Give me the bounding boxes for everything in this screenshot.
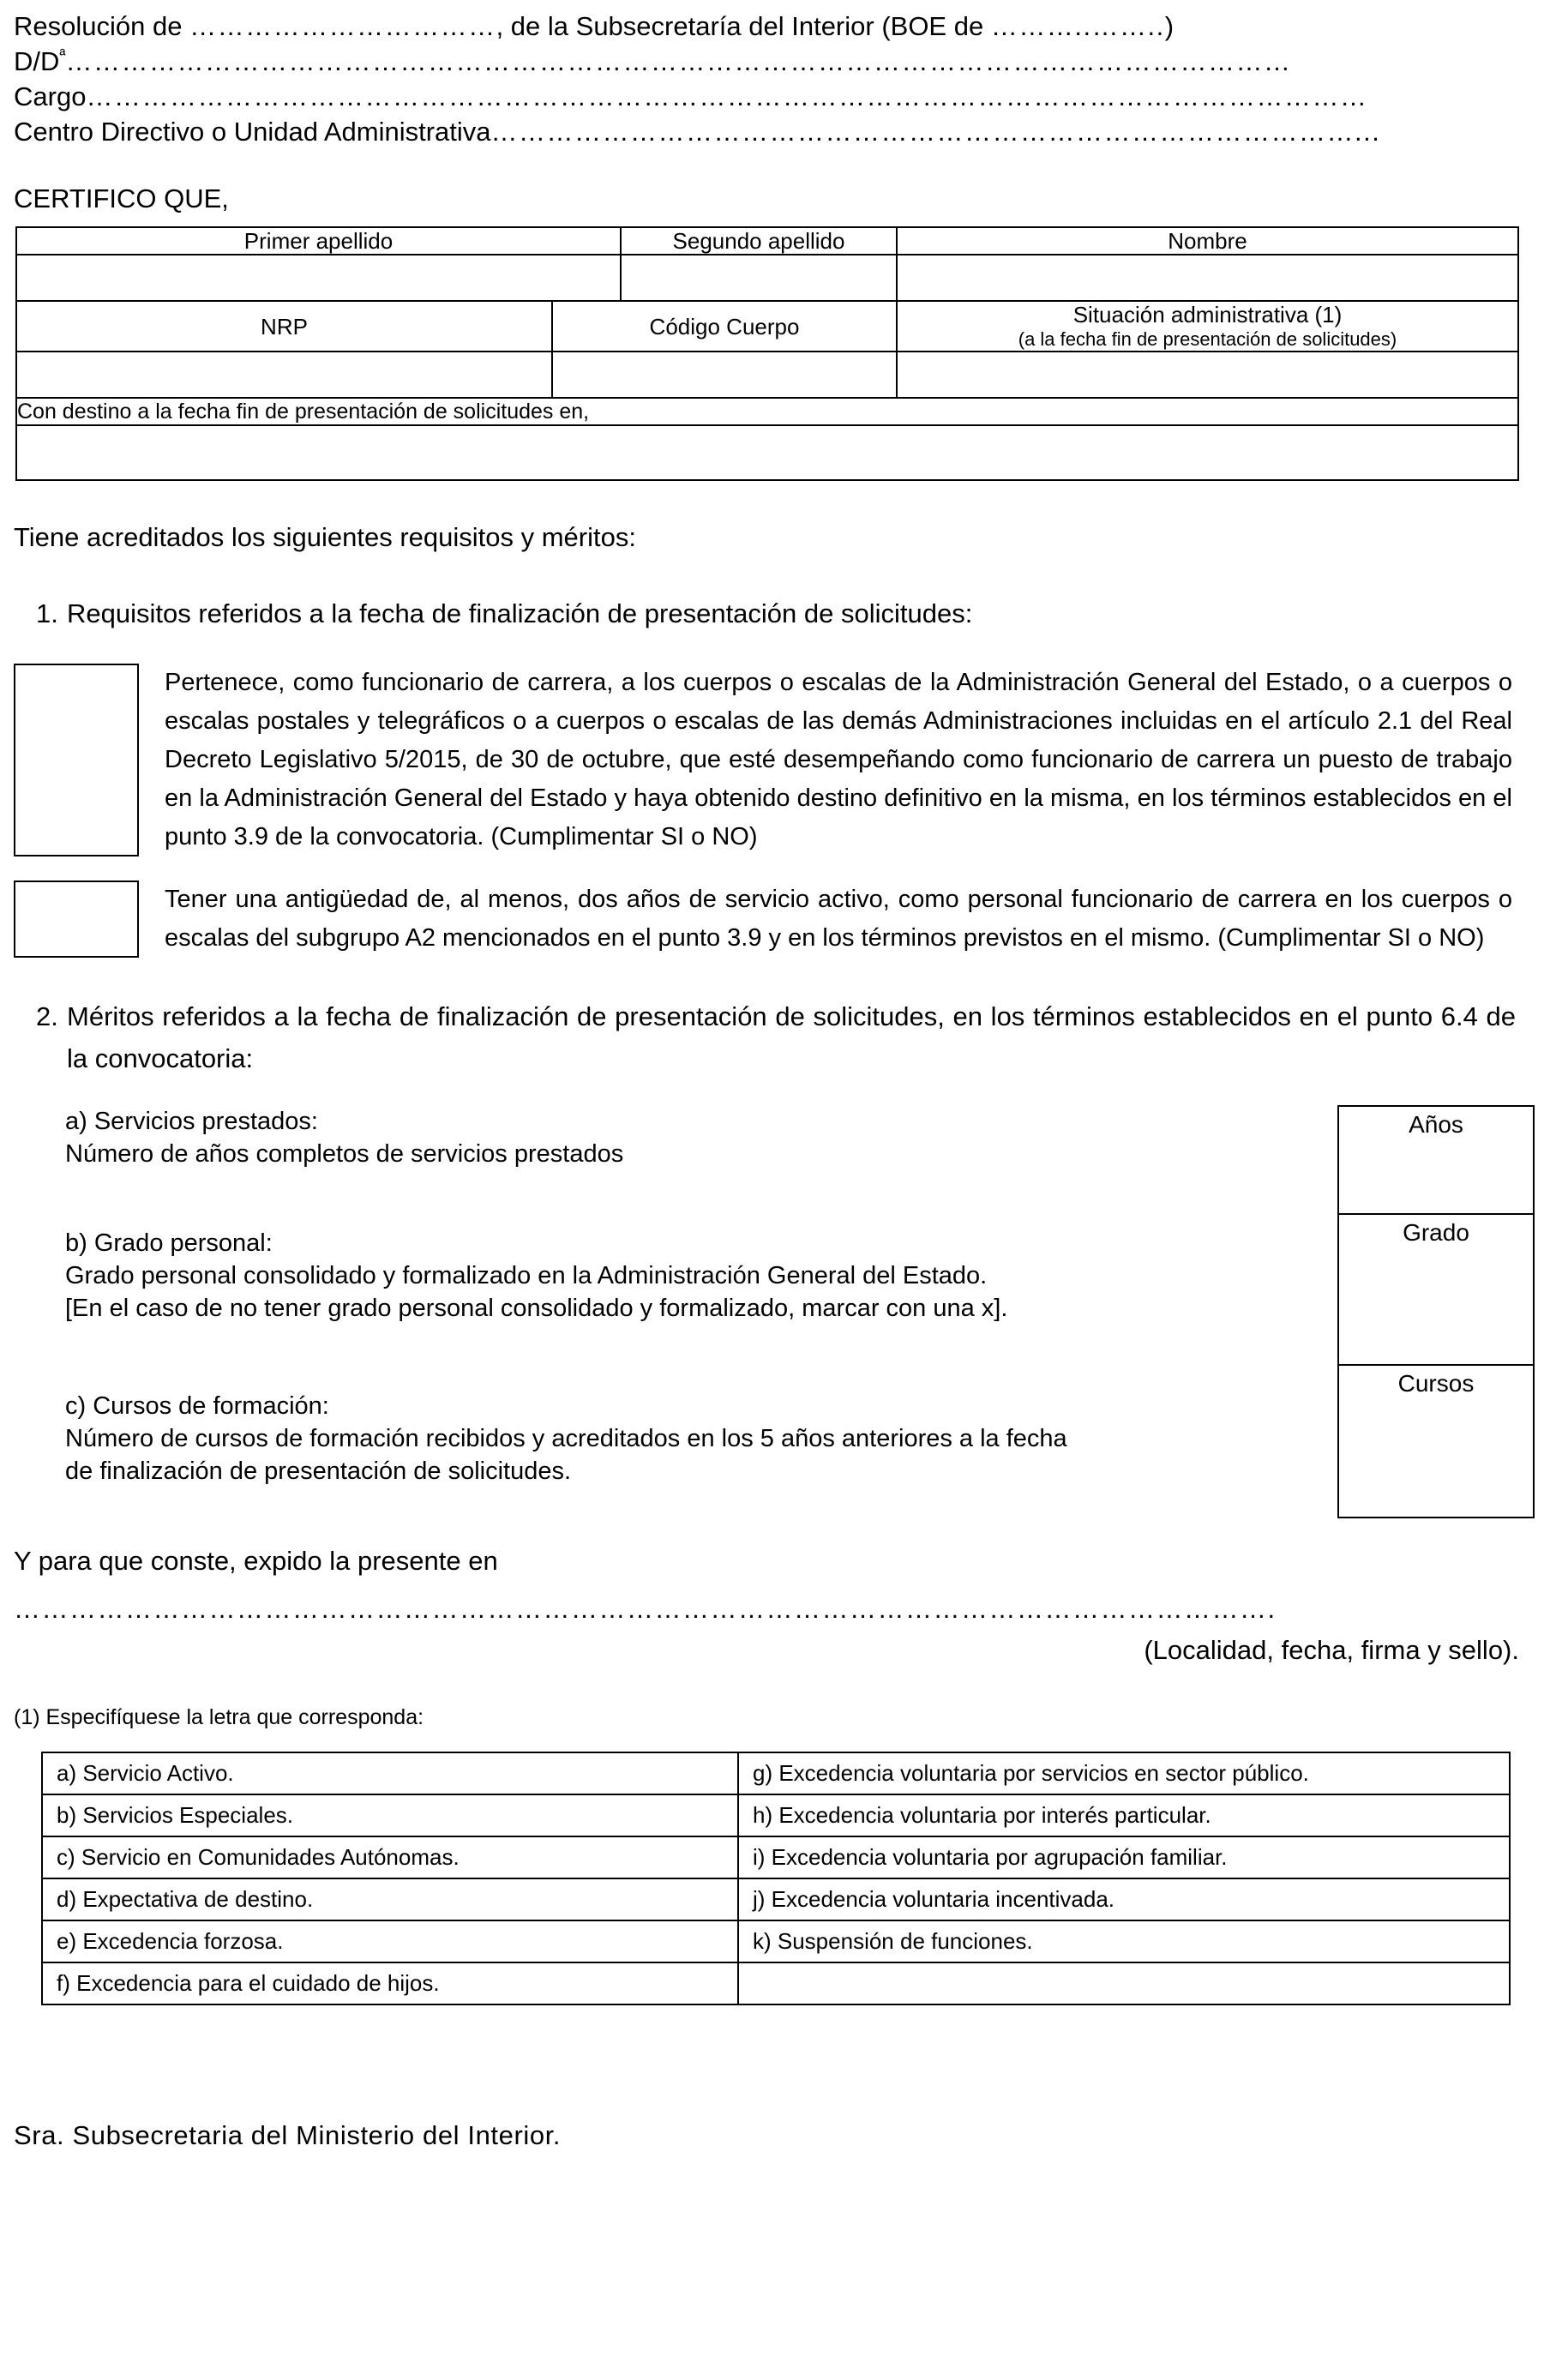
field-primer-apellido[interactable] xyxy=(16,255,621,301)
header-situacion-administrativa xyxy=(897,301,1518,352)
section-1-number: 1. xyxy=(36,598,58,628)
legend-item-i: i) Excedencia voluntaria por agrupación familiar. xyxy=(738,1836,1510,1878)
requirement-1-text: Pertenece, como funcionario de carrera, a los cuerpos o escalas de la Administración General del Estado, o a cuerpos o escalas postales y telegráficos o a cuerpos o escalas de las demás Administraciones incluidas en el artículo 2.1 del Real Decreto Legislativo 5/2015, de 30 de octubre, que esté desempeñando como funcionario de carrera un puesto de trabajo en la Administración General del Estado y haya obtenido destino definitivo en la misma, en los términos establecidos en el punto 3.9 de la convocatoria. (Cumplimentar SI o NO) xyxy=(165,669,1512,850)
resolucion-end: ) xyxy=(1164,11,1175,41)
resolucion-mid: , de la Subsecretaría del Interior (BOE de xyxy=(496,11,991,41)
table-row-nrp-inputs xyxy=(16,352,1518,398)
table-row-nrp-headers xyxy=(16,301,1518,352)
legend-item-empty xyxy=(738,1962,1510,2004)
section-1-heading xyxy=(14,592,1524,634)
table-row-apellidos-inputs xyxy=(16,255,1518,301)
table-row xyxy=(42,1920,1510,1962)
table-row-destino-input xyxy=(16,425,1518,480)
legend-item-j: j) Excedencia voluntaria incentivada. xyxy=(738,1878,1510,1920)
merit-spacer-1 xyxy=(65,1174,1308,1227)
nombre-label: D/D xyxy=(14,46,60,76)
requirement-row-2 xyxy=(14,880,1524,958)
nombre-dots: …………………………………………………………………………………………………………………… xyxy=(65,46,1292,76)
situacion-legend-table xyxy=(41,1752,1511,2005)
merit-field-anos[interactable]: Años xyxy=(1339,1107,1533,1215)
header-nombre: Nombre xyxy=(897,227,1518,255)
field-nrp[interactable] xyxy=(16,352,552,398)
cargo-dots: ………………………………………………………………………………………………………………………… xyxy=(86,81,1368,111)
requirement-2-text: Tener una antigüedad de, al menos, dos años de servicio activo, como personal funcionario de carrera en los cuerpos o escalas del subgrupo A2 mencionados en el punto 3.9 y en los términos previstos en el mismo. (Cumplimentar SI o NO) xyxy=(165,886,1512,952)
merit-a xyxy=(65,1105,1308,1170)
field-codigo-cuerpo[interactable] xyxy=(552,352,897,398)
cargo-label: Cargo xyxy=(14,81,87,111)
centro-directivo-dots: …………………………………………………………………………………... xyxy=(490,117,1381,147)
legend-item-k: k) Suspensión de funciones. xyxy=(738,1920,1510,1962)
expido-text: Y para que conste, expido la presente en xyxy=(14,1546,498,1576)
merit-field-cursos[interactable]: Cursos xyxy=(1397,1370,1475,1397)
table-row-apellidos-headers xyxy=(16,227,1518,255)
resolucion-line xyxy=(14,9,1524,44)
table-row xyxy=(42,1752,1510,1794)
table-row xyxy=(42,1836,1510,1878)
field-segundo-apellido[interactable] xyxy=(621,255,897,301)
merit-c-line-2: de finalización de presentación de solicitudes. xyxy=(65,1457,572,1485)
legend-item-d: d) Expectativa de destino. xyxy=(42,1878,738,1920)
merit-a-title: a) Servicios prestados: xyxy=(65,1108,318,1135)
table-row xyxy=(42,1878,1510,1920)
merit-b xyxy=(65,1227,1308,1325)
footnote-especifiquese: (1) Especifíquese la letra que corresponda: xyxy=(14,1705,424,1729)
requirement-1-checkbox[interactable] xyxy=(14,664,139,856)
nombre-line xyxy=(14,44,1524,79)
label-con-destino: Con destino a la fecha fin de presentación de solicitudes en, xyxy=(16,398,1518,425)
table-row xyxy=(42,1962,1510,2004)
situacion-title: Situación administrativa (1) xyxy=(1072,302,1343,328)
section-1-title: Requisitos referidos a la fecha de finalización de presentación de solicitudes: xyxy=(67,598,973,628)
legend-item-h: h) Excedencia voluntaria por interés particular. xyxy=(738,1794,1510,1836)
signature-dotted-line[interactable]: ………………………………………………………………………………………………………………………. xyxy=(14,1594,1277,1624)
cargo-line xyxy=(14,79,1524,114)
table-row xyxy=(42,1794,1510,1836)
header-nrp: NRP xyxy=(16,301,552,352)
requirement-row-1 xyxy=(14,664,1524,856)
table-row-destino-label xyxy=(16,398,1518,425)
merit-a-line-1: Número de años completos de servicios prestados xyxy=(65,1140,624,1168)
requirement-2-checkbox[interactable] xyxy=(14,880,139,958)
legend-item-c: c) Servicio en Comunidades Autónomas. xyxy=(42,1836,738,1878)
section-2-title: Méritos referidos a la fecha de finalización de presentación de solicitudes, en los términos establecidos en el punto 6.4 de la convocatoria: xyxy=(67,1001,1516,1073)
header-segundo-apellido: Segundo apellido xyxy=(621,227,897,255)
resolucion-dots-2: ………..…….. xyxy=(990,11,1165,41)
merit-c-title: c) Cursos de formación: xyxy=(65,1392,329,1420)
identity-table xyxy=(15,226,1519,481)
legend-item-f: f) Excedencia para el cuidado de hijos. xyxy=(42,1962,738,2004)
legend-item-b: b) Servicios Especiales. xyxy=(42,1794,738,1836)
merit-c xyxy=(65,1390,1308,1488)
centro-directivo-label: Centro Directivo o Unidad Administrativa xyxy=(14,117,491,147)
tiene-acreditados-text: Tiene acreditados los siguientes requisitos y méritos: xyxy=(14,522,636,552)
addressee-line: Sra. Subsecretaria del Ministerio del Interior. xyxy=(14,2120,562,2150)
centro-directivo-line xyxy=(14,114,1524,149)
merit-field-grado[interactable]: Grado xyxy=(1339,1215,1533,1366)
section-2-heading xyxy=(14,995,1524,1079)
merit-c-line-1: Número de cursos de formación recibidos y acreditados en los 5 años anteriores a la fecha xyxy=(65,1425,1067,1452)
merit-b-line-1: Grado personal consolidado y formalizado en la Administración General del Estado. xyxy=(65,1262,988,1289)
resolucion-label: Resolución de xyxy=(14,11,190,41)
merit-b-title: b) Grado personal: xyxy=(65,1229,273,1257)
field-con-destino[interactable] xyxy=(16,425,1518,480)
merit-b-line-2: [En el caso de no tener grado personal consolidado y formalizado, marcar con una x]. xyxy=(65,1295,1008,1322)
merits-area xyxy=(14,1105,1524,1534)
resolucion-dots-1: …………………………… xyxy=(189,11,496,41)
merit-spacer-2 xyxy=(65,1328,1308,1390)
localidad-fecha-firma-label: (Localidad, fecha, firma y sello). xyxy=(1144,1635,1519,1665)
merits-value-box xyxy=(1337,1105,1535,1518)
merits-descriptions xyxy=(14,1105,1308,1488)
field-situacion-administrativa[interactable] xyxy=(897,352,1518,398)
ordinal-feminine: ª xyxy=(59,46,66,65)
legend-item-a: a) Servicio Activo. xyxy=(42,1752,738,1794)
section-2-number: 2. xyxy=(36,1001,58,1031)
situacion-subtitle: (a la fecha fin de presentación de solicitudes) xyxy=(1018,328,1397,350)
field-nombre[interactable] xyxy=(897,255,1518,301)
legend-item-e: e) Excedencia forzosa. xyxy=(42,1920,738,1962)
header-primer-apellido: Primer apellido xyxy=(16,227,621,255)
certifico-heading: CERTIFICO QUE, xyxy=(14,183,229,213)
header-codigo-cuerpo: Código Cuerpo xyxy=(552,301,897,352)
legend-item-g: g) Excedencia voluntaria por servicios en sector público. xyxy=(738,1752,1510,1794)
